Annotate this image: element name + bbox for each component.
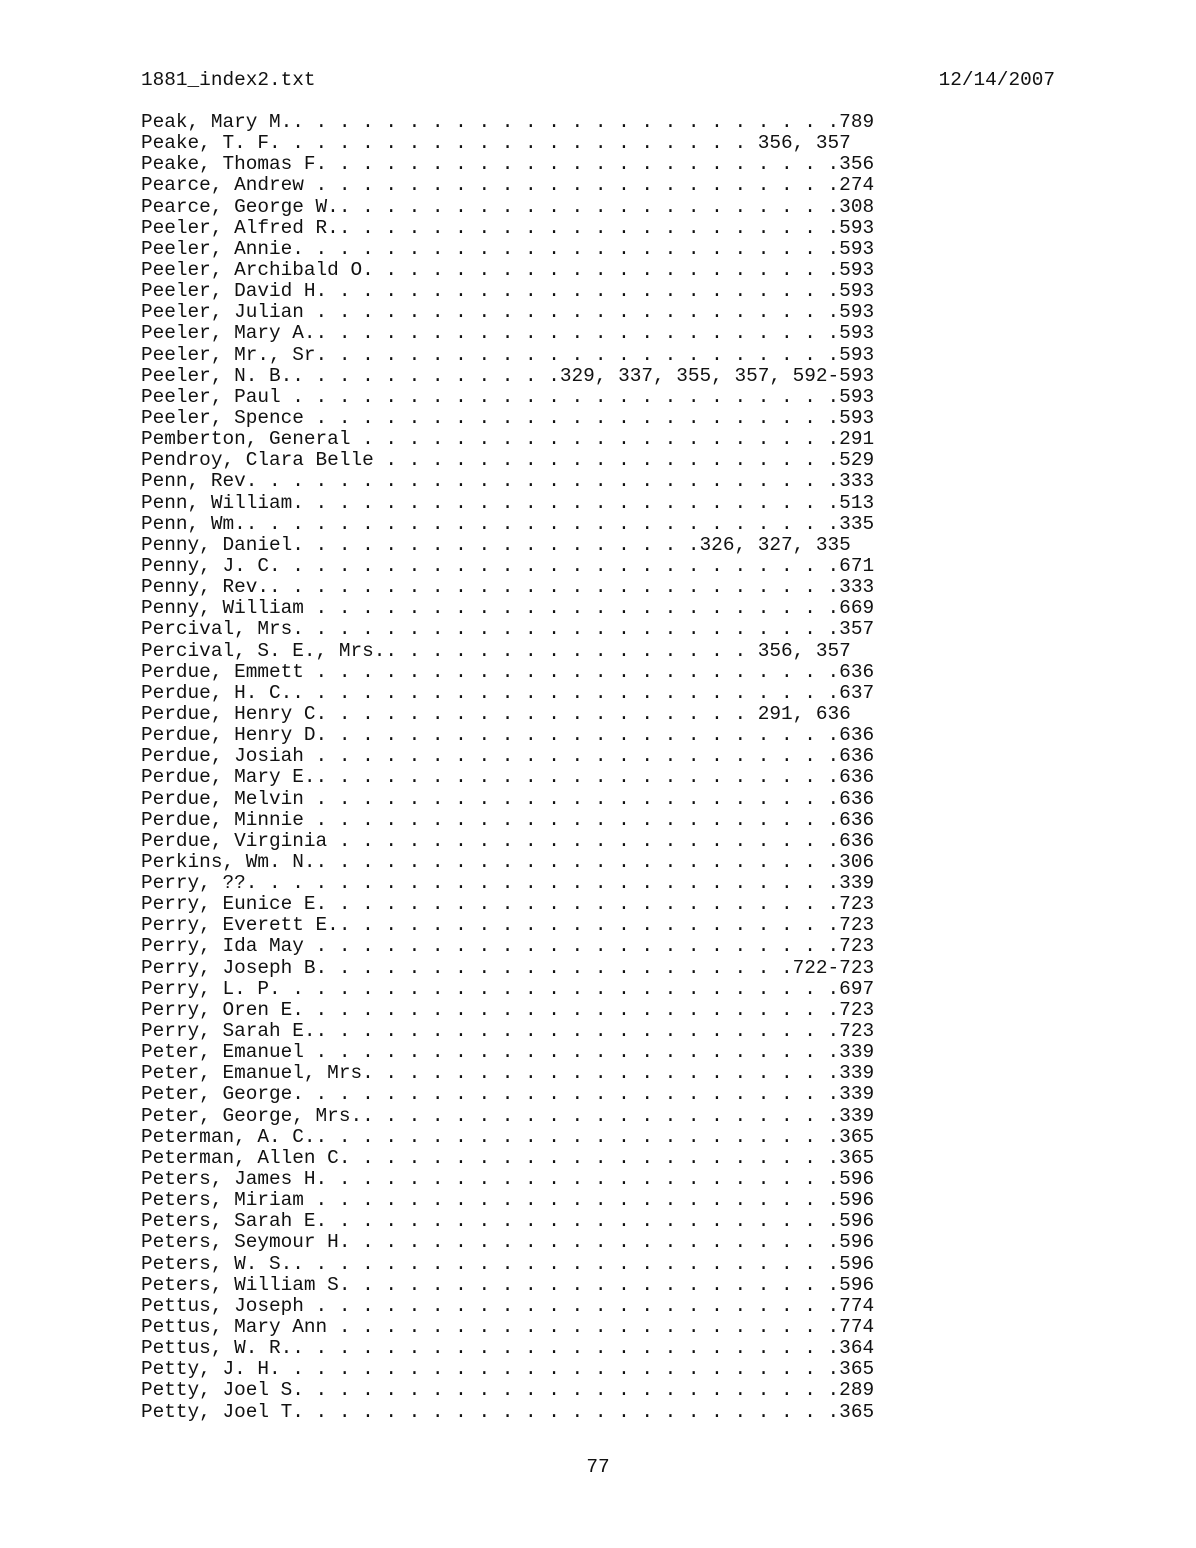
index-entry: Perry, ??. . . . . . . . . . . . . . . . . . . . . . . . . .339 — [141, 872, 875, 895]
index-entry: Perry, Everett E.. . . . . . . . . . . . . . . . . . . . . .723 — [141, 914, 875, 937]
index-entry: Peake, Thomas F. . . . . . . . . . . . . . . . . . . . . . .356 — [141, 153, 875, 176]
index-entry: Peters, Miriam . . . . . . . . . . . . . . . . . . . . . . .596 — [141, 1189, 875, 1212]
index-entry: Peeler, Mr., Sr. . . . . . . . . . . . . . . . . . . . . . .593 — [141, 343, 875, 366]
index-entry: Peeler, Annie. . . . . . . . . . . . . . . . . . . . . . . .593 — [141, 237, 875, 260]
index-entry: Peter, Emanuel . . . . . . . . . . . . . . . . . . . . . . .339 — [141, 1041, 875, 1064]
index-entry: Peeler, David H. . . . . . . . . . . . . . . . . . . . . . .593 — [141, 280, 875, 303]
index-entry: Perry, Eunice E. . . . . . . . . . . . . . . . . . . . . . .723 — [141, 893, 875, 916]
index-entry: Penny, William . . . . . . . . . . . . . . . . . . . . . . .669 — [141, 597, 875, 620]
index-entry: Percival, Mrs. . . . . . . . . . . . . . . . . . . . . . . .357 — [141, 618, 875, 641]
index-entry: Perdue, Melvin . . . . . . . . . . . . . . . . . . . . . . .636 — [141, 787, 875, 810]
index-entry: Pearce, Andrew . . . . . . . . . . . . . . . . . . . . . . .274 — [141, 174, 875, 197]
file-name: 1881_index2.txt — [141, 69, 316, 91]
index-entry: Percival, S. E., Mrs.. . . . . . . . . . . . . . . . 356, 357 — [141, 639, 851, 662]
index-entry: Perry, Joseph B. . . . . . . . . . . . . . . . . . . . .722-723 — [141, 956, 875, 979]
index-entry: Perry, Sarah E.. . . . . . . . . . . . . . . . . . . . . . .723 — [141, 1020, 875, 1043]
index-entry: Perry, Oren E. . . . . . . . . . . . . . . . . . . . . . . .723 — [141, 998, 875, 1021]
index-entry: Peters, Seymour H. . . . . . . . . . . . . . . . . . . . . .596 — [141, 1231, 875, 1254]
index-list — [141, 112, 874, 1423]
index-entry: Peak, Mary M.. . . . . . . . . . . . . . . . . . . . . . . .789 — [141, 111, 875, 133]
index-entry: Perkins, Wm. N.. . . . . . . . . . . . . . . . . . . . . . .306 — [141, 850, 875, 873]
index-entry: Penny, J. C. . . . . . . . . . . . . . . . . . . . . . . . .671 — [141, 554, 875, 577]
page-number: 77 — [586, 1456, 610, 1478]
index-entry: Penn, Rev. . . . . . . . . . . . . . . . . . . . . . . . . .333 — [141, 470, 875, 493]
index-entry: Peeler, Archibald O. . . . . . . . . . . . . . . . . . . . .593 — [141, 258, 875, 281]
index-entry: Perdue, H. C.. . . . . . . . . . . . . . . . . . . . . . . .637 — [141, 681, 875, 704]
index-entry: Peeler, Mary A.. . . . . . . . . . . . . . . . . . . . . . .593 — [141, 322, 875, 345]
print-date: 12/14/2007 — [938, 69, 1055, 91]
index-entry: Pearce, George W.. . . . . . . . . . . . . . . . . . . . . .308 — [141, 195, 875, 218]
index-entry: Peeler, Alfred R.. . . . . . . . . . . . . . . . . . . . . .593 — [141, 216, 875, 239]
index-entry: Pemberton, General . . . . . . . . . . . . . . . . . . . . .291 — [141, 428, 875, 451]
index-entry: Peake, T. F. . . . . . . . . . . . . . . . . . . . . 356, 357 — [141, 132, 851, 155]
index-entry: Perdue, Virginia . . . . . . . . . . . . . . . . . . . . . .636 — [141, 829, 875, 852]
index-entry: Perdue, Mary E.. . . . . . . . . . . . . . . . . . . . . . .636 — [141, 766, 875, 789]
index-entry: Petty, J. H. . . . . . . . . . . . . . . . . . . . . . . . .365 — [141, 1358, 875, 1381]
index-entry: Peters, James H. . . . . . . . . . . . . . . . . . . . . . .596 — [141, 1168, 875, 1191]
index-entry: Perdue, Josiah . . . . . . . . . . . . . . . . . . . . . . .636 — [141, 745, 875, 768]
index-entry: Petty, Joel T. . . . . . . . . . . . . . . . . . . . . . . .365 — [141, 1400, 875, 1423]
index-entry: Pettus, Mary Ann . . . . . . . . . . . . . . . . . . . . . .774 — [141, 1316, 875, 1339]
index-entry: Pettus, Joseph . . . . . . . . . . . . . . . . . . . . . . .774 — [141, 1294, 875, 1317]
index-entry: Peterman, A. C.. . . . . . . . . . . . . . . . . . . . . . .365 — [141, 1125, 875, 1148]
index-entry: Perdue, Henry C. . . . . . . . . . . . . . . . . . . 291, 636 — [141, 702, 851, 725]
index-entry: Penny, Rev.. . . . . . . . . . . . . . . . . . . . . . . . .333 — [141, 576, 875, 599]
page-header — [141, 68, 1055, 92]
index-entry: Peterman, Allen C. . . . . . . . . . . . . . . . . . . . . .365 — [141, 1146, 875, 1169]
index-entry: Penny, Daniel. . . . . . . . . . . . . . . . . .326, 327, 335 — [141, 533, 851, 556]
index-entry: Penn, William. . . . . . . . . . . . . . . . . . . . . . . .513 — [141, 491, 875, 514]
index-entry: Peters, Sarah E. . . . . . . . . . . . . . . . . . . . . . .596 — [141, 1210, 875, 1233]
index-entry: Perdue, Emmett . . . . . . . . . . . . . . . . . . . . . . .636 — [141, 660, 875, 683]
index-entry: Peeler, N. B.. . . . . . . . . . . .329, 337, 355, 357, 592-593 — [141, 364, 875, 387]
index-entry: Peters, W. S.. . . . . . . . . . . . . . . . . . . . . . . .596 — [141, 1252, 875, 1275]
index-entry: Peters, William S. . . . . . . . . . . . . . . . . . . . . .596 — [141, 1273, 875, 1296]
index-entry: Perry, L. P. . . . . . . . . . . . . . . . . . . . . . . . .697 — [141, 977, 875, 1000]
index-entry: Peter, George. . . . . . . . . . . . . . . . . . . . . . . .339 — [141, 1083, 875, 1106]
index-entry: Pendroy, Clara Belle . . . . . . . . . . . . . . . . . . . .529 — [141, 449, 875, 472]
index-entry: Peeler, Julian . . . . . . . . . . . . . . . . . . . . . . .593 — [141, 301, 875, 324]
index-entry: Peeler, Paul . . . . . . . . . . . . . . . . . . . . . . . .593 — [141, 385, 875, 408]
index-entry: Peeler, Spence . . . . . . . . . . . . . . . . . . . . . . .593 — [141, 406, 875, 429]
index-entry: Perdue, Henry D. . . . . . . . . . . . . . . . . . . . . . .636 — [141, 724, 875, 747]
index-entry: Petty, Joel S. . . . . . . . . . . . . . . . . . . . . . . .289 — [141, 1379, 875, 1402]
index-entry: Pettus, W. R.. . . . . . . . . . . . . . . . . . . . . . . .364 — [141, 1337, 875, 1360]
index-entry: Penn, Wm.. . . . . . . . . . . . . . . . . . . . . . . . . .335 — [141, 512, 875, 535]
index-entry: Perdue, Minnie . . . . . . . . . . . . . . . . . . . . . . .636 — [141, 808, 875, 831]
index-entry: Peter, Emanuel, Mrs. . . . . . . . . . . . . . . . . . . . .339 — [141, 1062, 875, 1085]
index-entry: Perry, Ida May . . . . . . . . . . . . . . . . . . . . . . .723 — [141, 935, 875, 958]
index-entry: Peter, George, Mrs.. . . . . . . . . . . . . . . . . . . . .339 — [141, 1104, 875, 1127]
